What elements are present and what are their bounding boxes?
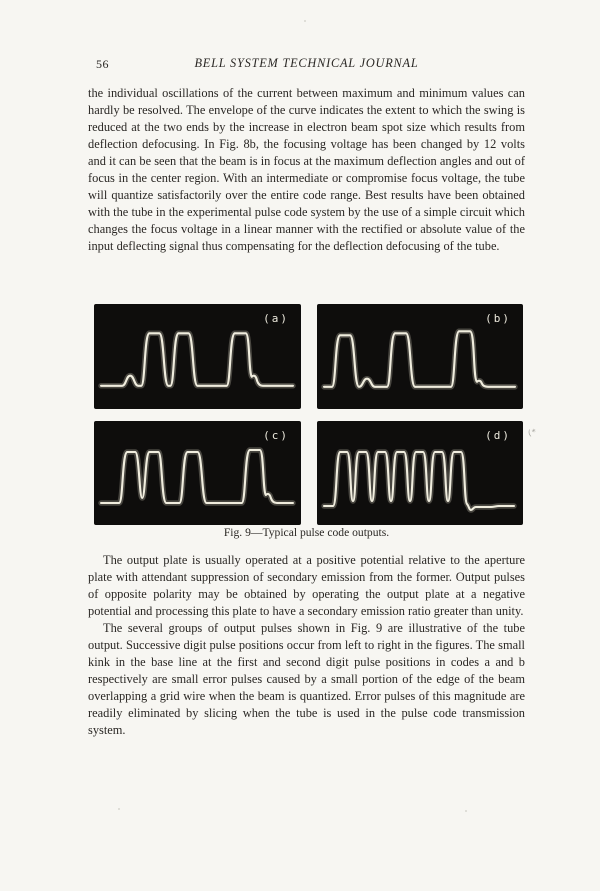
paragraph-deflection-defocusing: the individual oscillations of the current between maximum and minimum values can hardly be resolved. The envelope of the curve indicates the extent to which the swing is reduced at the two ends by the increase in electron beam spot size which results from deflection defocusing. In Fig. 8b, the focusing voltage has been changed by 12 volts and it can be seen that the beam is in focus at the maximum deflection angles and out of focus in the center region. With an intermediate or compromise focus voltage, the tube will quantize satisfactorily over the entire code range. Best results have been obtained with the tube in the experimental pulse code system by the use of a simple circuit which changes the focus voltage in a linear manner with the rectified or absolute value of the input deflecting signal thus compensating for the deflection defocusing of the tube. [88,86,525,253]
lower-body-text [88,552,525,739]
panel-label-d: (d) [485,429,511,442]
panel-label-a: (a) [263,312,289,325]
paragraph-pulse-groups: The several groups of output pulses shown in Fig. 9 are illustrative of the tube output. Successive digit pulse positions occur from left to right in the figures. The small kink in the base line at the first and second digit pulse positions in codes a and b respectively are small error pulses caused by a small portion of the edge of the beam overlapping a grid wire when the beam is quantized. Error pulses of this magnitude are readily eliminated by slicing when the tube is used in the pulse code transmission system. [88,621,525,737]
paragraph-output-plate: The output plate is usually operated at a positive potential relative to the aperture plate with attendant suppression of secondary emission from the former. Output pulses of opposite polarity may be obtained by operating the output plate at a negative potential and processing this plate to have a secondary emission ratio greater than unity. [88,553,525,618]
figure-caption: Fig. 9—Typical pulse code outputs. [223,526,390,539]
page-number: 56 [96,57,109,71]
paper-speckle [304,20,306,22]
scan-artifact: (* [527,427,538,438]
paper-speckle [465,810,467,812]
oscillogram-panel-c [95,422,300,524]
oscillogram-panel-a [95,305,300,408]
journal-title: BELL SYSTEM TECHNICAL JOURNAL [194,56,419,70]
trace-glow-a [101,333,293,386]
paper-speckle [118,808,120,810]
oscillogram-panel-d [318,422,522,524]
oscillogram-panel-b [318,305,522,408]
panel-label-b: (b) [485,312,511,325]
panel-label-c: (c) [263,429,289,442]
